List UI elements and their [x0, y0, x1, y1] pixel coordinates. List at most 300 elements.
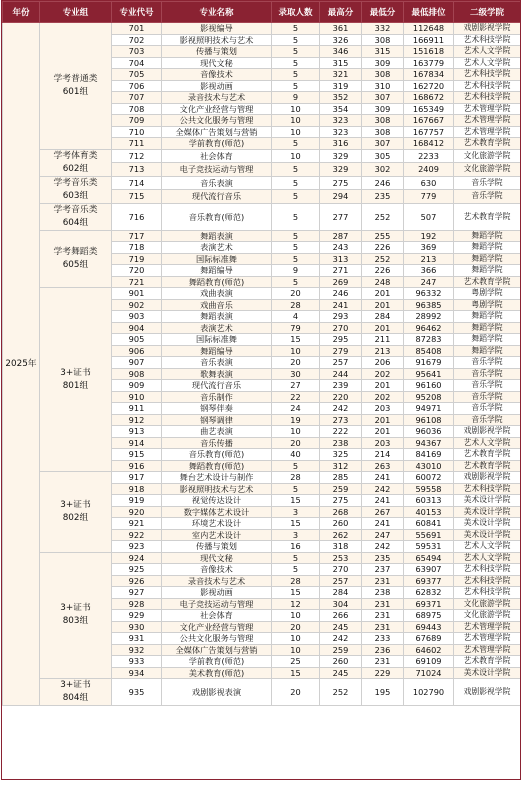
college-cell: 艺术科技学院 [454, 587, 521, 599]
min-rank-cell: 779 [404, 190, 454, 204]
major-code-cell: 709 [112, 115, 162, 127]
major-name-cell: 社会体育 [162, 149, 272, 163]
major-name-cell: 音乐制作 [162, 391, 272, 403]
college-cell: 音乐学院 [454, 391, 521, 403]
min-score-cell: 202 [362, 391, 404, 403]
max-score-cell: 269 [320, 276, 362, 288]
min-score-cell: 305 [362, 149, 404, 163]
major-name-cell: 舞蹈教育(师范) [162, 276, 272, 288]
min-rank-cell: 168672 [404, 92, 454, 104]
major-name-cell: 音乐表演 [162, 357, 272, 369]
min-score-cell: 201 [362, 380, 404, 392]
max-score-cell: 294 [320, 190, 362, 204]
major-code-cell: 908 [112, 368, 162, 380]
header-min-score: 最低分 [362, 2, 404, 23]
major-code-cell: 920 [112, 506, 162, 518]
major-code-cell: 714 [112, 176, 162, 190]
major-code-cell: 905 [112, 334, 162, 346]
admitted-count-cell: 10 [272, 126, 320, 138]
major-code-cell: 718 [112, 242, 162, 254]
major-code-cell: 708 [112, 103, 162, 115]
min-score-cell: 307 [362, 92, 404, 104]
min-rank-cell: 247 [404, 276, 454, 288]
min-rank-cell: 96160 [404, 380, 454, 392]
min-score-cell: 236 [362, 644, 404, 656]
admitted-count-cell: 4 [272, 311, 320, 323]
major-code-cell: 716 [112, 203, 162, 230]
min-score-cell: 233 [362, 633, 404, 645]
major-name-cell: 传播与策划 [162, 541, 272, 553]
college-cell: 戏剧影视学院 [454, 23, 521, 35]
group-cell: 学考普通类 601组 [40, 23, 112, 150]
major-code-cell: 911 [112, 403, 162, 415]
admitted-count-cell: 9 [272, 265, 320, 277]
admitted-count-cell: 5 [272, 80, 320, 92]
min-score-cell: 332 [362, 23, 404, 35]
major-name-cell: 学前教育(师范) [162, 656, 272, 668]
min-score-cell: 308 [362, 126, 404, 138]
max-score-cell: 266 [320, 610, 362, 622]
admitted-count-cell: 19 [272, 414, 320, 426]
college-cell: 艺术人文学院 [454, 552, 521, 564]
major-name-cell: 戏曲表演 [162, 288, 272, 300]
min-rank-cell: 95208 [404, 391, 454, 403]
min-rank-cell: 366 [404, 265, 454, 277]
min-rank-cell: 102790 [404, 679, 454, 706]
admitted-count-cell: 9 [272, 92, 320, 104]
major-name-cell: 舞蹈表演 [162, 311, 272, 323]
major-name-cell: 电子竞技运动与管理 [162, 163, 272, 177]
college-cell: 舞蹈学院 [454, 230, 521, 242]
max-score-cell: 245 [320, 667, 362, 679]
major-name-cell: 公共文化服务与管理 [162, 633, 272, 645]
major-name-cell: 戏曲音乐 [162, 299, 272, 311]
college-cell: 艺术科技学院 [454, 69, 521, 81]
min-rank-cell: 369 [404, 242, 454, 254]
min-rank-cell: 55691 [404, 529, 454, 541]
admitted-count-cell: 79 [272, 322, 320, 334]
college-cell: 舞蹈学院 [454, 242, 521, 254]
major-name-cell: 现代流行音乐 [162, 380, 272, 392]
major-code-cell: 914 [112, 437, 162, 449]
max-score-cell: 270 [320, 322, 362, 334]
min-score-cell: 226 [362, 265, 404, 277]
min-rank-cell: 162720 [404, 80, 454, 92]
major-code-cell: 917 [112, 472, 162, 484]
min-rank-cell: 84169 [404, 449, 454, 461]
college-cell: 戏剧影视学院 [454, 679, 521, 706]
max-score-cell: 242 [320, 403, 362, 415]
college-cell: 艺术人文学院 [454, 437, 521, 449]
min-score-cell: 211 [362, 334, 404, 346]
min-rank-cell: 91679 [404, 357, 454, 369]
admitted-count-cell: 10 [272, 644, 320, 656]
max-score-cell: 268 [320, 506, 362, 518]
max-score-cell: 275 [320, 176, 362, 190]
min-score-cell: 267 [362, 506, 404, 518]
max-score-cell: 259 [320, 483, 362, 495]
min-rank-cell: 2233 [404, 149, 454, 163]
max-score-cell: 326 [320, 34, 362, 46]
min-rank-cell: 96462 [404, 322, 454, 334]
table-row [3, 23, 521, 35]
min-rank-cell: 165349 [404, 103, 454, 115]
max-score-cell: 252 [320, 679, 362, 706]
major-code-cell: 710 [112, 126, 162, 138]
min-score-cell: 247 [362, 529, 404, 541]
major-name-cell: 表演艺术 [162, 242, 272, 254]
min-score-cell: 284 [362, 311, 404, 323]
min-rank-cell: 69371 [404, 598, 454, 610]
college-cell: 艺术教育学院 [454, 656, 521, 668]
college-cell: 艺术科技学院 [454, 575, 521, 587]
min-score-cell: 252 [362, 203, 404, 230]
college-cell: 舞蹈学院 [454, 345, 521, 357]
admitted-count-cell: 5 [272, 34, 320, 46]
major-code-cell: 923 [112, 541, 162, 553]
max-score-cell: 260 [320, 518, 362, 530]
min-score-cell: 201 [362, 322, 404, 334]
min-rank-cell: 112648 [404, 23, 454, 35]
college-cell: 艺术管理学院 [454, 644, 521, 656]
header-min-rank: 最低排位 [404, 2, 454, 23]
max-score-cell: 238 [320, 437, 362, 449]
major-name-cell: 文化产业经营与管理 [162, 103, 272, 115]
admitted-count-cell: 10 [272, 103, 320, 115]
min-score-cell: 308 [362, 34, 404, 46]
max-score-cell: 222 [320, 426, 362, 438]
min-rank-cell: 167834 [404, 69, 454, 81]
major-name-cell: 文化产业经营与管理 [162, 621, 272, 633]
min-score-cell: 235 [362, 552, 404, 564]
min-score-cell: 252 [362, 253, 404, 265]
major-code-cell: 702 [112, 34, 162, 46]
major-code-cell: 916 [112, 460, 162, 472]
major-name-cell: 录音技术与艺术 [162, 575, 272, 587]
major-name-cell: 音乐传播 [162, 437, 272, 449]
min-rank-cell: 96036 [404, 426, 454, 438]
college-cell: 音乐学院 [454, 414, 521, 426]
min-score-cell: 202 [362, 368, 404, 380]
major-code-cell: 915 [112, 449, 162, 461]
group-cell: 3+证书 801组 [40, 288, 112, 472]
major-name-cell: 国际标准舞 [162, 334, 272, 346]
max-score-cell: 346 [320, 46, 362, 58]
min-score-cell: 309 [362, 57, 404, 69]
college-cell: 文化旅游学院 [454, 610, 521, 622]
header-major-code: 专业代号 [112, 2, 162, 23]
major-code-cell: 927 [112, 587, 162, 599]
min-rank-cell: 2409 [404, 163, 454, 177]
min-score-cell: 238 [362, 587, 404, 599]
major-code-cell: 921 [112, 518, 162, 530]
college-cell: 音乐学院 [454, 368, 521, 380]
major-name-cell: 现代文秘 [162, 57, 272, 69]
college-cell: 艺术管理学院 [454, 103, 521, 115]
header-group: 专业组 [40, 2, 112, 23]
min-rank-cell: 85408 [404, 345, 454, 357]
table-row [3, 472, 521, 484]
major-name-cell: 音乐表演 [162, 176, 272, 190]
admitted-count-cell: 5 [272, 564, 320, 576]
min-rank-cell: 166911 [404, 34, 454, 46]
major-name-cell: 全媒体广告策划与营销 [162, 126, 272, 138]
min-rank-cell: 69109 [404, 656, 454, 668]
admitted-count-cell: 16 [272, 541, 320, 553]
major-name-cell: 影视照明技术与艺术 [162, 34, 272, 46]
admitted-count-cell: 20 [272, 288, 320, 300]
min-score-cell: 195 [362, 679, 404, 706]
min-score-cell: 307 [362, 138, 404, 150]
min-score-cell: 235 [362, 190, 404, 204]
min-score-cell: 201 [362, 426, 404, 438]
admitted-count-cell: 5 [272, 190, 320, 204]
major-name-cell: 影视编导 [162, 23, 272, 35]
min-rank-cell: 65494 [404, 552, 454, 564]
admitted-count-cell: 5 [272, 460, 320, 472]
college-cell: 舞蹈学院 [454, 334, 521, 346]
admitted-count-cell: 10 [272, 610, 320, 622]
min-score-cell: 248 [362, 276, 404, 288]
min-rank-cell: 507 [404, 203, 454, 230]
major-code-cell: 928 [112, 598, 162, 610]
min-score-cell: 241 [362, 472, 404, 484]
max-score-cell: 352 [320, 92, 362, 104]
college-cell: 音乐学院 [454, 380, 521, 392]
college-cell: 美术设计学院 [454, 506, 521, 518]
major-code-cell: 933 [112, 656, 162, 668]
admitted-count-cell: 3 [272, 529, 320, 541]
major-name-cell: 全媒体广告策划与营销 [162, 644, 272, 656]
header-college: 二级学院 [454, 2, 521, 23]
max-score-cell: 279 [320, 345, 362, 357]
min-score-cell: 308 [362, 115, 404, 127]
admitted-count-cell: 28 [272, 472, 320, 484]
min-rank-cell: 151618 [404, 46, 454, 58]
major-name-cell: 国际标准舞 [162, 253, 272, 265]
major-name-cell: 美术教育(师范) [162, 667, 272, 679]
max-score-cell: 315 [320, 57, 362, 69]
college-cell: 戏剧影视学院 [454, 472, 521, 484]
major-code-cell: 918 [112, 483, 162, 495]
min-score-cell: 231 [362, 656, 404, 668]
min-rank-cell: 94367 [404, 437, 454, 449]
major-name-cell: 电子竞技运动与管理 [162, 598, 272, 610]
admitted-count-cell: 15 [272, 518, 320, 530]
admitted-count-cell: 25 [272, 656, 320, 668]
admitted-count-cell: 5 [272, 483, 320, 495]
min-score-cell: 203 [362, 437, 404, 449]
admitted-count-cell: 5 [272, 57, 320, 69]
min-score-cell: 231 [362, 575, 404, 587]
min-score-cell: 237 [362, 564, 404, 576]
header-major-name: 专业名称 [162, 2, 272, 23]
major-name-cell: 社会体育 [162, 610, 272, 622]
min-rank-cell: 28992 [404, 311, 454, 323]
min-score-cell: 308 [362, 69, 404, 81]
table-row [3, 176, 521, 190]
table-row [3, 288, 521, 300]
major-name-cell: 舞蹈表演 [162, 230, 272, 242]
major-code-cell: 926 [112, 575, 162, 587]
major-name-cell: 舞台艺术设计与制作 [162, 472, 272, 484]
college-cell: 艺术科技学院 [454, 34, 521, 46]
college-cell: 音乐学院 [454, 176, 521, 190]
min-rank-cell: 68975 [404, 610, 454, 622]
major-name-cell: 学前教育(师范) [162, 138, 272, 150]
admitted-count-cell: 10 [272, 345, 320, 357]
major-name-cell: 音乐教育(师范) [162, 203, 272, 230]
max-score-cell: 321 [320, 69, 362, 81]
group-cell: 3+证书 803组 [40, 552, 112, 679]
max-score-cell: 319 [320, 80, 362, 92]
max-score-cell: 220 [320, 391, 362, 403]
major-name-cell: 录音技术与艺术 [162, 92, 272, 104]
admitted-count-cell: 20 [272, 621, 320, 633]
admission-score-table [2, 1, 521, 706]
major-code-cell: 906 [112, 345, 162, 357]
admitted-count-cell: 20 [272, 679, 320, 706]
major-name-cell: 现代文秘 [162, 552, 272, 564]
max-score-cell: 329 [320, 149, 362, 163]
college-cell: 艺术科技学院 [454, 564, 521, 576]
header-year: 年份 [3, 2, 40, 23]
major-name-cell: 舞蹈编导 [162, 345, 272, 357]
min-rank-cell: 96385 [404, 299, 454, 311]
major-code-cell: 706 [112, 80, 162, 92]
min-score-cell: 226 [362, 242, 404, 254]
admitted-count-cell: 28 [272, 575, 320, 587]
min-rank-cell: 69377 [404, 575, 454, 587]
college-cell: 音乐学院 [454, 190, 521, 204]
major-name-cell: 舞蹈教育(师范) [162, 460, 272, 472]
college-cell: 艺术教育学院 [454, 203, 521, 230]
min-score-cell: 241 [362, 495, 404, 507]
min-score-cell: 206 [362, 357, 404, 369]
college-cell: 艺术科技学院 [454, 483, 521, 495]
admitted-count-cell: 5 [272, 69, 320, 81]
max-score-cell: 304 [320, 598, 362, 610]
major-code-cell: 932 [112, 644, 162, 656]
college-cell: 美术设计学院 [454, 529, 521, 541]
year-cell: 2025年 [3, 23, 40, 706]
min-rank-cell: 94971 [404, 403, 454, 415]
major-code-cell: 713 [112, 163, 162, 177]
major-name-cell: 歌舞表演 [162, 368, 272, 380]
major-code-cell: 925 [112, 564, 162, 576]
table-row [3, 552, 521, 564]
college-cell: 艺术管理学院 [454, 633, 521, 645]
min-rank-cell: 62832 [404, 587, 454, 599]
admitted-count-cell: 5 [272, 163, 320, 177]
college-cell: 文化旅游学院 [454, 163, 521, 177]
college-cell: 舞蹈学院 [454, 322, 521, 334]
max-score-cell: 318 [320, 541, 362, 553]
college-cell: 舞蹈学院 [454, 253, 521, 265]
major-name-cell: 现代流行音乐 [162, 190, 272, 204]
major-name-cell: 音乐教育(师范) [162, 449, 272, 461]
max-score-cell: 246 [320, 288, 362, 300]
major-code-cell: 931 [112, 633, 162, 645]
max-score-cell: 284 [320, 587, 362, 599]
max-score-cell: 262 [320, 529, 362, 541]
major-code-cell: 705 [112, 69, 162, 81]
admitted-count-cell: 10 [272, 633, 320, 645]
college-cell: 艺术教育学院 [454, 276, 521, 288]
college-cell: 艺术教育学院 [454, 449, 521, 461]
admitted-count-cell: 15 [272, 667, 320, 679]
major-code-cell: 930 [112, 621, 162, 633]
min-rank-cell: 96332 [404, 288, 454, 300]
min-rank-cell: 60313 [404, 495, 454, 507]
major-name-cell: 音像技术 [162, 564, 272, 576]
college-cell: 文化旅游学院 [454, 149, 521, 163]
min-rank-cell: 163779 [404, 57, 454, 69]
major-name-cell: 环境艺术设计 [162, 518, 272, 530]
min-score-cell: 309 [362, 103, 404, 115]
college-cell: 艺术科技学院 [454, 80, 521, 92]
major-name-cell: 表演艺术 [162, 322, 272, 334]
min-score-cell: 310 [362, 80, 404, 92]
admitted-count-cell: 5 [272, 46, 320, 58]
major-code-cell: 919 [112, 495, 162, 507]
table-header [3, 2, 521, 23]
min-rank-cell: 60841 [404, 518, 454, 530]
major-name-cell: 音像技术 [162, 69, 272, 81]
max-score-cell: 239 [320, 380, 362, 392]
college-cell: 艺术人文学院 [454, 57, 521, 69]
college-cell: 文化旅游学院 [454, 598, 521, 610]
college-cell: 美术设计学院 [454, 495, 521, 507]
max-score-cell: 260 [320, 656, 362, 668]
admitted-count-cell: 5 [272, 203, 320, 230]
admitted-count-cell: 22 [272, 391, 320, 403]
min-score-cell: 213 [362, 345, 404, 357]
header-max-score: 最高分 [320, 2, 362, 23]
college-cell: 音乐学院 [454, 403, 521, 415]
min-rank-cell: 95641 [404, 368, 454, 380]
group-cell: 学考音乐类 604组 [40, 203, 112, 230]
min-score-cell: 255 [362, 230, 404, 242]
college-cell: 艺术科技学院 [454, 92, 521, 104]
max-score-cell: 277 [320, 203, 362, 230]
major-code-cell: 912 [112, 414, 162, 426]
admitted-count-cell: 40 [272, 449, 320, 461]
max-score-cell: 259 [320, 644, 362, 656]
major-name-cell: 戏剧影视表演 [162, 679, 272, 706]
admitted-count-cell: 5 [272, 230, 320, 242]
max-score-cell: 312 [320, 460, 362, 472]
min-score-cell: 203 [362, 403, 404, 415]
min-score-cell: 201 [362, 288, 404, 300]
max-score-cell: 329 [320, 163, 362, 177]
admitted-count-cell: 5 [272, 253, 320, 265]
major-code-cell: 902 [112, 299, 162, 311]
admitted-count-cell: 3 [272, 506, 320, 518]
college-cell: 美术设计学院 [454, 667, 521, 679]
group-cell: 3+证书 802组 [40, 472, 112, 553]
admitted-count-cell: 10 [272, 115, 320, 127]
college-cell: 粤剧学院 [454, 288, 521, 300]
major-code-cell: 721 [112, 276, 162, 288]
min-rank-cell: 69443 [404, 621, 454, 633]
major-code-cell: 717 [112, 230, 162, 242]
college-cell: 戏剧影视学院 [454, 426, 521, 438]
max-score-cell: 316 [320, 138, 362, 150]
college-cell: 艺术人文学院 [454, 541, 521, 553]
major-name-cell: 舞蹈编导 [162, 265, 272, 277]
admitted-count-cell: 5 [272, 276, 320, 288]
